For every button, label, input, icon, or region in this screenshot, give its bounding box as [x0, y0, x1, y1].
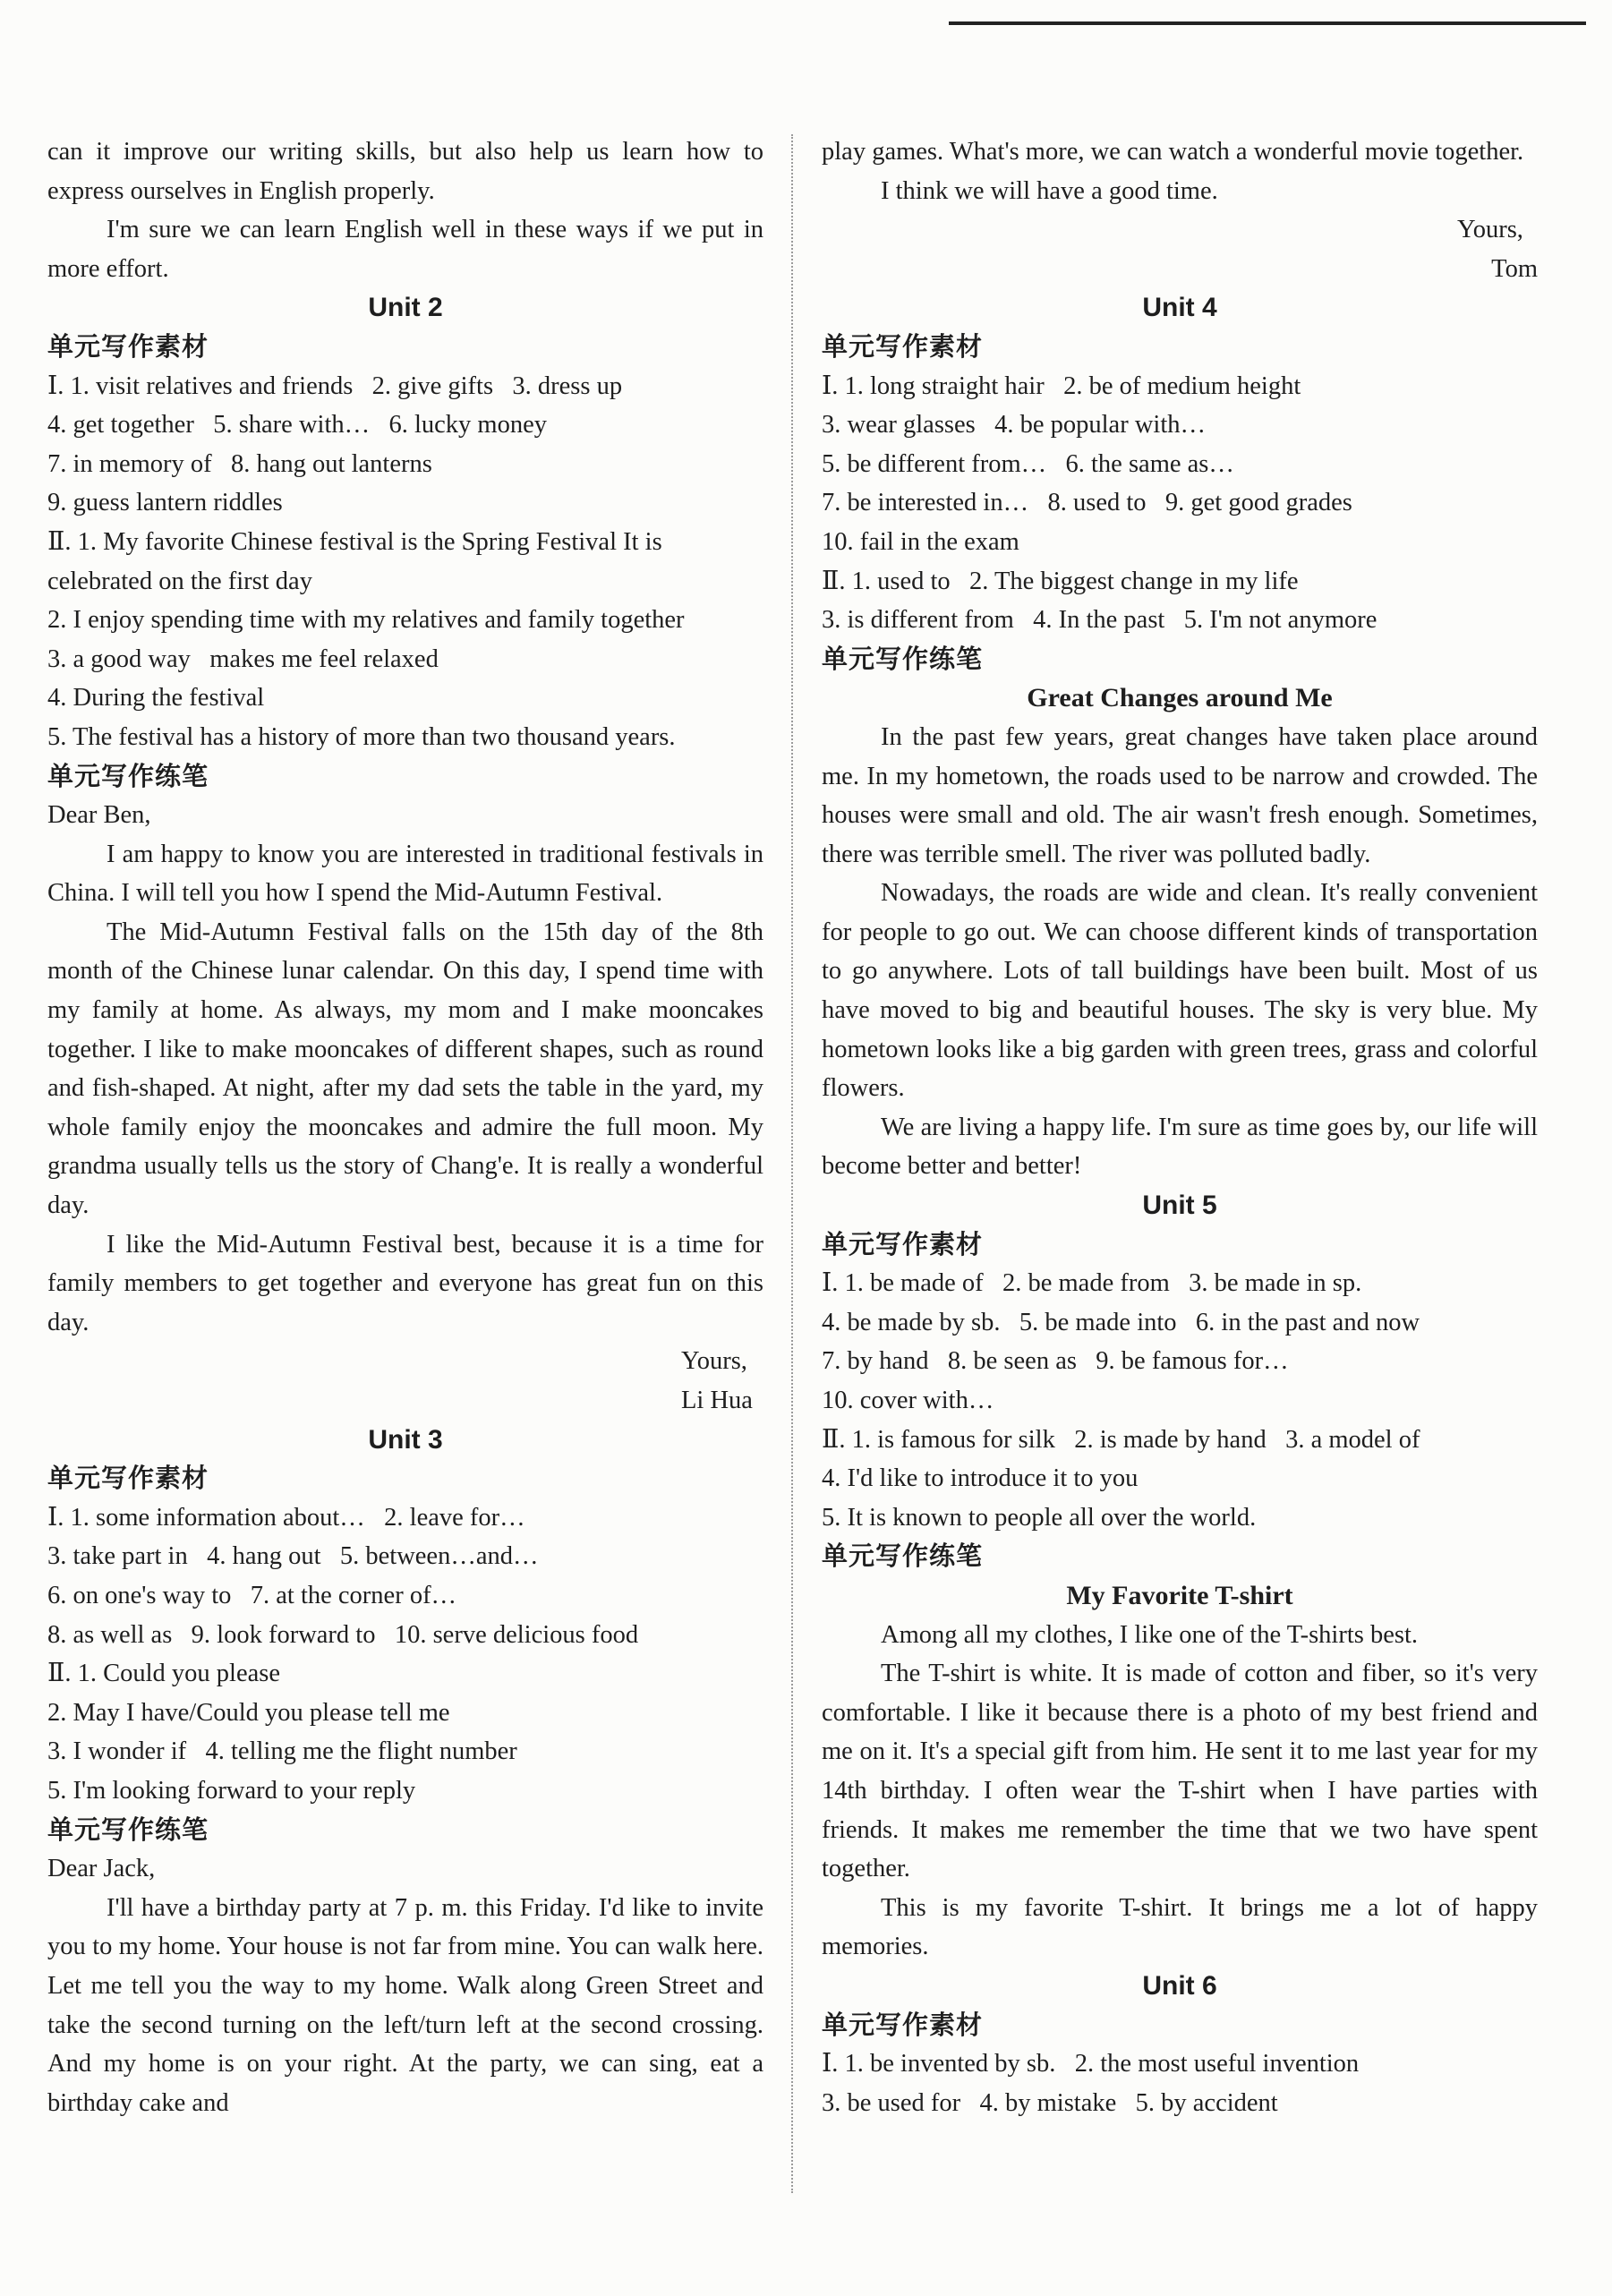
section-heading: 单元写作素材 — [822, 1228, 984, 1259]
section-heading: 单元写作素材 — [47, 330, 209, 362]
list-line: 4. I'd like to introduce it to you — [822, 1464, 1139, 1493]
list-line: 5. The festival has a history of more than two thousand years. — [47, 722, 676, 751]
unit-title: Unit 3 — [368, 1424, 443, 1455]
section-heading: 单元写作练笔 — [822, 643, 984, 674]
paragraph: The Mid-Autumn Festival falls on the 15th day of the 8th month of the Chinese lunar calendar. On this day, I spend time with my family at home. As always, my mom and I make mooncakes together. I like to make mooncakes of different shapes, such as round and fish-shaped. At night, after my dad sets the table in the yard, my whole family enjoy the mooncakes and admire the full moon. My grandma usually tells us the story of Chang'e. It is really a wonderful day. — [47, 918, 763, 1220]
list-line: Ⅱ. 1. is famous for silk 2. is made by hand 3. a model of — [822, 1425, 1420, 1454]
section-heading: 单元写作素材 — [822, 330, 984, 362]
list-line: 4. During the festival — [47, 684, 265, 713]
list-line: 3. wear glasses 4. be popular with… — [822, 411, 1206, 440]
list-line: Ⅱ. 1. My favorite Chinese festival is the Spring Festival It is celebrated on the first day — [47, 527, 662, 595]
letter-closing: Yours, — [681, 1347, 747, 1376]
left-column — [47, 132, 763, 2122]
list-line: Ⅰ. 1. visit relatives and friends 2. give gifts 3. dress up — [47, 371, 623, 400]
salutation: Dear Ben, — [47, 801, 151, 830]
list-line: 5. be different from… 6. the same as… — [822, 449, 1234, 478]
paragraph: I like the Mid-Autumn Festival best, because it is a time for family members to get together and everyone has great fun on this day. — [47, 1230, 763, 1336]
list-line: 3. a good way makes me feel relaxed — [47, 644, 439, 673]
paragraph: In the past few years, great changes have taken place around me. In my hometown, the roads used to be narrow and crowded. The houses were small and old. The air wasn't fresh enough. Sometimes, there was terrible smell. The river was polluted badly. — [822, 722, 1538, 868]
unit-title: Unit 4 — [1142, 293, 1217, 323]
list-line: 6. on one's way to 7. at the corner of… — [47, 1581, 457, 1609]
paragraph: Among all my clothes, I like one of the T-shirts best. — [881, 1620, 1419, 1649]
list-line: 5. It is known to people all over the world. — [822, 1503, 1257, 1532]
section-heading: 单元写作素材 — [47, 1463, 209, 1494]
list-line: Ⅰ. 1. long straight hair 2. be of medium height — [822, 371, 1301, 400]
list-line: 7. in memory of 8. hang out lanterns — [47, 449, 432, 478]
salutation: Dear Jack, — [47, 1855, 156, 1883]
list-line: Ⅱ. 1. Could you please — [47, 1660, 281, 1688]
section-heading: 单元写作练笔 — [822, 1541, 984, 1572]
unit-title: Unit 5 — [1142, 1191, 1217, 1221]
paragraph: We are living a happy life. I'm sure as time goes by, our life will become better and better! — [822, 1113, 1538, 1181]
list-line: 7. be interested in… 8. used to 9. get good grades — [822, 489, 1352, 517]
section-heading: 单元写作练笔 — [47, 760, 209, 791]
list-line: Ⅰ. 1. some information about… 2. leave for… — [47, 1503, 525, 1532]
list-line: 2. I enjoy spending time with my relatives and family together — [47, 606, 685, 635]
continued-paragraph: play games. What's more, we can watch a wonderful movie together. — [822, 138, 1524, 166]
list-line: 3. I wonder if 4. telling me the flight number — [47, 1737, 517, 1766]
paragraph: I'll have a birthday party at 7 p. m. this Friday. I'd like to invite you to my home. Your house is not far from mine. You can walk here. Let me tell you the way to my home. Walk along Green Street and take the second turning on the left/turn left at the second crossing. And my home is on your right. At the party, we can sing, eat a birthday cake and — [47, 1893, 763, 2117]
paragraph: I am happy to know you are interested in traditional festivals in China. I will tell you how I spend the Mid-Autumn Festival. — [47, 840, 763, 908]
continued-paragraph: can it improve our writing skills, but also help us learn how to express ourselves in English properly. — [47, 138, 763, 205]
list-line: 7. by hand 8. be seen as 9. be famous for… — [822, 1347, 1289, 1376]
list-line: Ⅱ. 1. used to 2. The biggest change in my life — [822, 567, 1299, 595]
section-heading: 单元写作练笔 — [47, 1814, 209, 1845]
column-divider — [791, 134, 793, 2193]
list-line: 5. I'm looking forward to your reply — [47, 1776, 416, 1805]
list-line: Ⅰ. 1. be invented by sb. 2. the most useful invention — [822, 2050, 1360, 2078]
list-line: 8. as well as 9. look forward to 10. serve delicious food — [47, 1620, 639, 1649]
letter-signature: Li Hua — [681, 1387, 753, 1414]
list-line: 3. take part in 4. hang out 5. between…and… — [47, 1542, 539, 1571]
list-line: 4. be made by sb. 5. be made into 6. in the past and now — [822, 1308, 1420, 1336]
letter-signature: Tom — [1491, 254, 1538, 283]
paragraph: This is my favorite T-shirt. It brings me a lot of happy memories. — [822, 1893, 1538, 1961]
unit-title: Unit 2 — [368, 293, 443, 323]
essay-title: Great Changes around Me — [1027, 683, 1333, 713]
section-heading: 单元写作素材 — [822, 2009, 984, 2040]
list-line: 10. cover with… — [822, 1387, 994, 1414]
list-line: 4. get together 5. share with… 6. lucky money — [47, 411, 548, 440]
paragraph: Nowadays, the roads are wide and clean. It's really convenient for people to go out. We can choose different kinds of transportation to go anywhere. Lots of tall buildings have been built. Most of us have moved to big and beautiful houses. The sky is very blue. My hometown looks like a big garden with green trees, grass and colorful flowers. — [822, 879, 1538, 1103]
list-line: 10. fail in the exam — [822, 527, 1019, 556]
letter-closing: Yours, — [1457, 216, 1523, 244]
list-line: 9. guess lantern riddles — [47, 489, 283, 517]
essay-title: My Favorite T-shirt — [1066, 1580, 1293, 1610]
list-line: 3. be used for 4. by mistake 5. by accident — [822, 2088, 1278, 2117]
list-line: 3. is different from 4. In the past 5. I'm not anymore — [822, 606, 1377, 635]
list-line: Ⅰ. 1. be made of 2. be made from 3. be made in sp. — [822, 1269, 1362, 1298]
paragraph: I'm sure we can learn English well in these ways if we put in more effort. — [47, 216, 763, 283]
right-column — [822, 132, 1538, 2122]
paragraph: I think we will have a good time. — [881, 176, 1218, 205]
top-rule — [949, 21, 1586, 25]
list-line: 2. May I have/Could you please tell me — [47, 1698, 450, 1727]
unit-title: Unit 6 — [1142, 1970, 1217, 2001]
paragraph: The T-shirt is white. It is made of cotton and fiber, so it's very comfortable. I like it because there is a photo of my best friend and me on it. It's a special gift from him. He sent it to me last year for my 14th birthday. I often wear the T-shirt when I have parties with friends. It makes me remember the time that we two have spent together. — [822, 1660, 1538, 1883]
